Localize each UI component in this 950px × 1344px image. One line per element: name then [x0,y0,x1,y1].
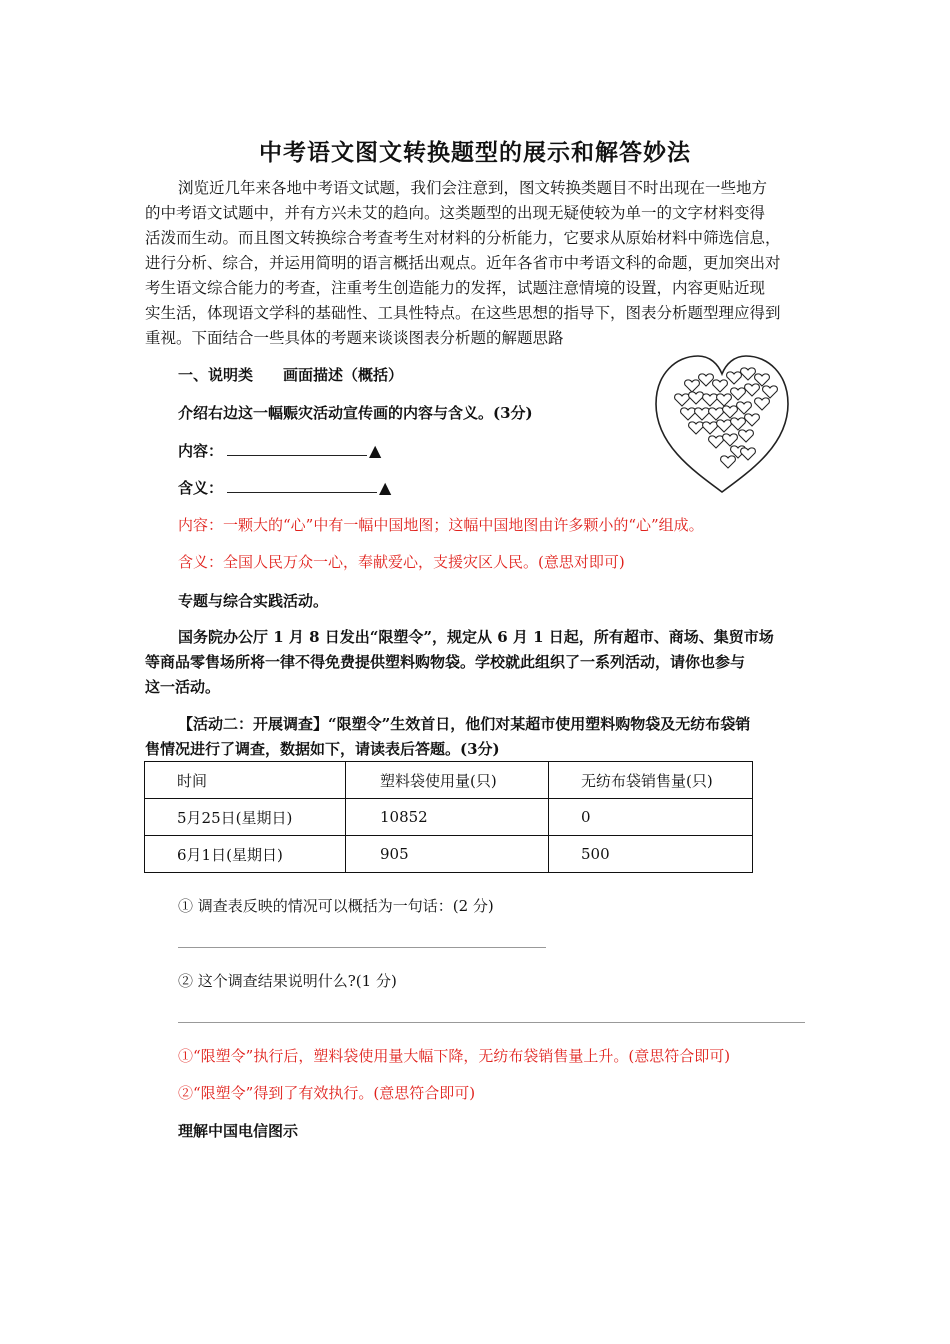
section2-para-line: 等商品零售场所将一律不得免费提供塑料购物袋。学校就此组织了一系列活动，请你也参与 [145,653,746,671]
question-2: ② 这个调查结果说明什么?(1 分) [178,972,397,990]
intro-line: 的中考语文试题中，并有方兴未艾的趋向。这类题型的出现无疑使较为单一的文字材料变得 [145,204,766,222]
activity-line: 售情况进行了调查，数据如下，请读表后答题。(3分) [145,740,500,758]
section2-heading: 专题与综合实践活动。 [178,592,329,610]
triangle-icon: ▲ [379,478,392,497]
answer-line-1[interactable] [178,947,546,948]
intro-line: 活泼而生动。而且图文转换综合考查考生对材料的分析能力，它要求从原始材料中筛选信息， [145,229,781,247]
section2-para-line: 国务院办公厅 1 月 8 日发出“限塑令”，规定从 6 月 1 日起，所有超市、商场、集贸市场 [178,628,774,646]
meaning-answer-row [178,477,391,498]
intro-line: 实生活，体现语文学科的基础性、工具性特点。在这些思想的指导下，图表分析题型理应得到 [145,304,781,322]
intro-line: 重视。下面结合一些具体的考题来谈谈图表分析题的解题思路 [145,329,564,347]
intro-line: 进行分析、综合，并运用简明的语言概括出观点。近年各省市中考语文科的命题，更加突出对 [145,254,781,272]
table-cell: 5月25日(星期日) [145,799,346,836]
answer-1: ①“限塑令”执行后，塑料袋使用量大幅下降，无纺布袋销售量上升。(意思符合即可) [178,1047,731,1065]
answer-2: ②“限塑令”得到了有效执行。(意思符合即可) [178,1084,476,1102]
section2-para-line: 这一活动。 [145,678,221,696]
answer-line-2[interactable] [178,1022,805,1023]
heart-china-map-illustration [652,352,792,497]
section1-question: 介绍右边这一幅赈灾活动宣传画的内容与含义。(3分) [178,404,533,422]
section1-heading: 一、说明类 画面描述（概括） [178,366,404,384]
survey-table [144,761,753,873]
question-1: ① 调查表反映的情况可以概括为一句话：(2 分) [178,897,494,915]
activity-line: 【活动二：开展调查】“限塑令”生效首日，他们对某超市使用塑料购物袋及无纺布袋销 [178,715,751,733]
table-row [145,836,753,873]
intro-line: 考生语文综合能力的考查，注重考生创造能力的发挥，试题注意情境的设置，内容更贴近现 [145,279,766,297]
content-blank[interactable] [227,441,367,456]
table-cell: 905 [346,836,549,873]
answer-content: 内容：一颗大的“心”中有一幅中国地图；这幅中国地图由许多颗小的“心”组成。 [178,516,704,534]
section3-heading: 理解中国电信图示 [178,1122,299,1140]
page-title: 中考语文图文转换题型的展示和解答妙法 [259,139,691,166]
table-header-cell: 塑料袋使用量(只) [346,762,549,799]
table-cell: 6月1日(星期日) [145,836,346,873]
table-cell: 10852 [346,799,549,836]
content-label: 内容： [178,442,224,460]
table-header-cell: 无纺布袋销售量(只) [549,762,753,799]
table-cell: 500 [549,836,753,873]
table-header-cell: 时间 [145,762,346,799]
content-answer-row [178,440,381,461]
table-header-row [145,762,753,799]
table-cell: 0 [549,799,753,836]
intro-line: 浏览近几年来各地中考语文试题，我们会注意到，图文转换类题目不时出现在一些地方 [178,179,768,197]
answer-meaning: 含义：全国人民万众一心，奉献爱心，支援灾区人民。(意思对即可) [178,553,625,571]
triangle-icon: ▲ [369,441,382,460]
meaning-blank[interactable] [227,478,377,493]
table-row [145,799,753,836]
meaning-label: 含义： [178,479,224,497]
